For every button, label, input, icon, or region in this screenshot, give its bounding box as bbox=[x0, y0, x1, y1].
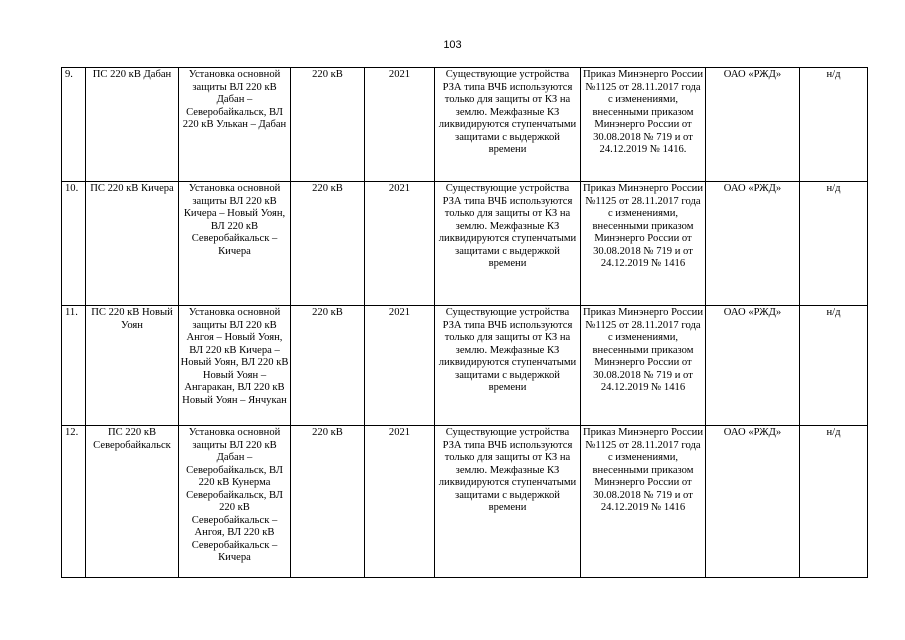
extra-cell: н/д bbox=[800, 306, 868, 426]
year-cell: 2021 bbox=[365, 306, 435, 426]
substation-cell: ПС 220 кВ Новый Уоян bbox=[86, 306, 179, 426]
row-number: 12. bbox=[62, 426, 86, 578]
substation-cell: ПС 220 кВ Северобайкальск bbox=[86, 426, 179, 578]
voltage-cell: 220 кВ bbox=[291, 426, 365, 578]
organization-cell: ОАО «РЖД» bbox=[706, 182, 800, 306]
extra-cell: н/д bbox=[800, 182, 868, 306]
voltage-cell: 220 кВ bbox=[291, 306, 365, 426]
action-cell: Установка основной защиты ВЛ 220 кВ Кичера – Новый Уоян, ВЛ 220 кВ Северобайкальск – Кичера bbox=[179, 182, 291, 306]
extra-cell: н/д bbox=[800, 68, 868, 182]
organization-cell: ОАО «РЖД» bbox=[706, 68, 800, 182]
measures-table bbox=[61, 67, 868, 578]
year-cell: 2021 bbox=[365, 182, 435, 306]
table-row bbox=[62, 182, 868, 306]
year-cell: 2021 bbox=[365, 68, 435, 182]
row-number: 9. bbox=[62, 68, 86, 182]
extra-cell: н/д bbox=[800, 426, 868, 578]
document-cell: Приказ Минэнерго России №1125 от 28.11.2017 года с изменениями, внесенными приказом Минэнерго России от 30.08.2018 № 719 и от 24.12.2019 № 1416. bbox=[581, 68, 706, 182]
reason-cell: Существующие устройства РЗА типа ВЧБ используются только для защиты от КЗ на землю. Межфазные КЗ ликвидируются ступенчатыми защитами с выдержкой времени bbox=[435, 306, 581, 426]
action-cell: Установка основной защиты ВЛ 220 кВ Дабан – Северобайкальск, ВЛ 220 кВ Улькан – Дабан bbox=[179, 68, 291, 182]
document-cell: Приказ Минэнерго России №1125 от 28.11.2017 года с изменениями, внесенными приказом Минэнерго России от 30.08.2018 № 719 и от 24.12.2019 № 1416 bbox=[581, 426, 706, 578]
table-row bbox=[62, 68, 868, 182]
document-cell: Приказ Минэнерго России №1125 от 28.11.2017 года с изменениями, внесенными приказом Минэнерго России от 30.08.2018 № 719 и от 24.12.2019 № 1416 bbox=[581, 306, 706, 426]
substation-cell: ПС 220 кВ Кичера bbox=[86, 182, 179, 306]
action-cell: Установка основной защиты ВЛ 220 кВ Дабан – Северобайкальск, ВЛ 220 кВ Кунерма Северобайкальск, ВЛ 220 кВ Северобайкальск – Ангоя, ВЛ 220 кВ Северобайкальск – Кичера bbox=[179, 426, 291, 578]
voltage-cell: 220 кВ bbox=[291, 182, 365, 306]
reason-cell: Существующие устройства РЗА типа ВЧБ используются только для защиты от КЗ на землю. Межфазные КЗ ликвидируются ступенчатыми защитами с выдержкой времени bbox=[435, 426, 581, 578]
reason-cell: Существующие устройства РЗА типа ВЧБ используются только для защиты от КЗ на землю. Межфазные КЗ ликвидируются ступенчатыми защитами с выдержкой времени bbox=[435, 182, 581, 306]
organization-cell: ОАО «РЖД» bbox=[706, 306, 800, 426]
substation-cell: ПС 220 кВ Дабан bbox=[86, 68, 179, 182]
reason-cell: Существующие устройства РЗА типа ВЧБ используются только для защиты от КЗ на землю. Межфазные КЗ ликвидируются ступенчатыми защитами с выдержкой времени bbox=[435, 68, 581, 182]
year-cell: 2021 bbox=[365, 426, 435, 578]
table-row bbox=[62, 426, 868, 578]
row-number: 11. bbox=[62, 306, 86, 426]
action-cell: Установка основной защиты ВЛ 220 кВ Ангоя – Новый Уоян, ВЛ 220 кВ Кичера – Новый Уоян, ВЛ 220 кВ Новый Уоян – Ангаракан, ВЛ 220 кВ Новый Уоян – Янчукан bbox=[179, 306, 291, 426]
table-row bbox=[62, 306, 868, 426]
voltage-cell: 220 кВ bbox=[291, 68, 365, 182]
row-number: 10. bbox=[62, 182, 86, 306]
document-cell: Приказ Минэнерго России №1125 от 28.11.2017 года с изменениями, внесенными приказом Минэнерго России от 30.08.2018 № 719 и от 24.12.2019 № 1416 bbox=[581, 182, 706, 306]
page-number: 103 bbox=[443, 39, 462, 51]
organization-cell: ОАО «РЖД» bbox=[706, 426, 800, 578]
